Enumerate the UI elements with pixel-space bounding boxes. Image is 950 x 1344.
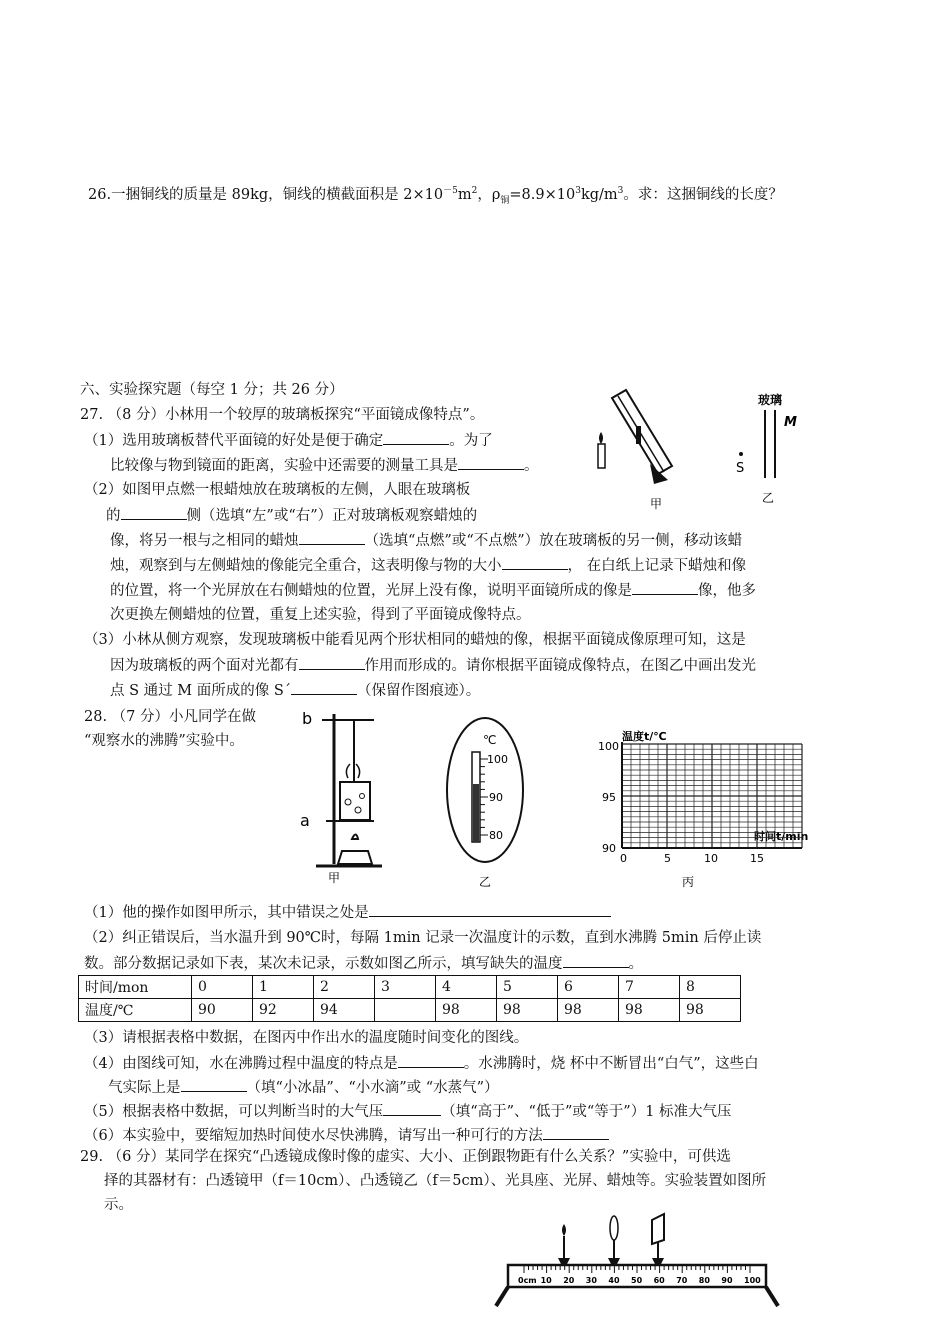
q28-p4d: （填“小冰晶”、“小水滴”或 “水蒸气”） <box>246 1080 499 1096</box>
q27-p2e: （选填“点燃”或“不点燃”）放在玻璃板的另一侧，移动该蜡 <box>364 533 743 549</box>
table-cell: 2 <box>314 976 375 999</box>
q28-figure-yi <box>445 718 525 888</box>
q28-p5a: （5）根据表格中数据，可以判断当时的大气压 <box>84 1104 384 1120</box>
q27-part3-line3 <box>110 680 480 701</box>
ruler-label: 10 <box>540 1276 552 1285</box>
q26-rho-sub: 铜 <box>500 195 510 206</box>
screen-holder-base <box>652 1258 664 1264</box>
q27-p3d: 点 S 通过 M 面所成的像 S´ <box>110 683 292 699</box>
table-cell: 94 <box>314 999 375 1022</box>
table-cell: 98 <box>497 999 558 1022</box>
q28-part2-line1: （2）纠正错误后，当水温升到 90℃时，每隔 1min 记录一次温度计的示数，直到水沸腾 5min 后停止读 <box>84 930 762 946</box>
q26-density-unit: kg/m <box>580 187 618 203</box>
table-cell: 5 <box>497 976 558 999</box>
q27-part2-line4 <box>110 555 746 576</box>
q28-blank-3[interactable] <box>398 1053 464 1068</box>
therm-unit: ℃ <box>483 733 497 747</box>
q27-part2-line3 <box>110 530 742 551</box>
q27-part2-line6: 次更换左侧蜡烛的位置，重复上述实验，得到了平面镜成像特点。 <box>110 607 531 623</box>
q27-blank-8[interactable] <box>291 680 357 695</box>
q28-part4-line2 <box>108 1077 499 1098</box>
candle-flame-29 <box>562 1224 566 1236</box>
q27-blank-6[interactable] <box>632 580 698 595</box>
graph-y-100: 100 <box>598 740 619 753</box>
q27-p2f: 烛，观察到与左侧蜡烛的像能完全重合，这表明像与物的大小 <box>110 558 502 574</box>
ruler-label: 70 <box>676 1276 688 1285</box>
table-cell: 3 <box>375 976 436 999</box>
point-s-label: S <box>736 461 745 476</box>
q27-p2i: 像，他多 <box>698 583 756 599</box>
ruler-label: 0cm <box>518 1276 537 1285</box>
q27-p3b: 因为玻璃板的两个面对光都有 <box>110 658 299 674</box>
graph-x-15: 15 <box>750 852 764 865</box>
glass-plate <box>612 390 672 474</box>
q29-optical-bench <box>494 1210 784 1340</box>
table-cell: 7 <box>619 976 680 999</box>
candle-holder-base <box>558 1258 570 1264</box>
q28-figure-bing <box>598 730 828 890</box>
table-header-time: 时间/mon <box>79 976 192 999</box>
q27-p2c: 侧（选填“左”或“右”）正对玻璃板观察蜡烛的 <box>186 508 478 524</box>
table-row-temp <box>79 999 741 1022</box>
label-a: a <box>300 811 310 830</box>
q28-intro-2: “观察水的沸腾”实验中。 <box>84 733 244 749</box>
fig-jia-label-28: 甲 <box>328 871 341 885</box>
light-point-s <box>739 452 743 456</box>
q28-p2b: 数。部分数据记录如下表，某次未记录，示数如图乙所示，填写缺失的温度 <box>84 956 563 972</box>
q27-part3-line2 <box>110 655 756 676</box>
q27-p2d: 像，将另一根与之相同的蜡烛 <box>110 533 299 549</box>
table-cell: 4 <box>436 976 497 999</box>
fig-jia-label: 甲 <box>650 497 663 511</box>
therm-liquid <box>473 784 479 842</box>
beaker <box>340 782 370 820</box>
q28-blank-1[interactable] <box>369 902 611 917</box>
q28-p2c: 。 <box>628 956 643 972</box>
q28-intro-1: 28. （7 分）小凡同学在做 <box>84 709 257 725</box>
q28-figure-jia <box>296 706 396 885</box>
q28-p1: （1）他的操作如图甲所示，其中错误之处是 <box>84 905 369 921</box>
graph-xlabel: 时间t/min <box>754 830 809 843</box>
graph-x-5: 5 <box>664 852 671 865</box>
q28-p5b: （填“高于”、“低于”或“等于”）1 标准大气压 <box>441 1104 732 1120</box>
graph-y-95: 95 <box>602 791 616 804</box>
graph-x-0: 0 <box>620 852 627 865</box>
q26-density: =8.9×10 <box>509 187 576 203</box>
q26-exp2: 2 <box>471 186 478 197</box>
q27-p2h: 的位置，将一个光屏放在右侧蜡烛的位置，光屏上没有像，说明平面镜所成的像是 <box>110 583 632 599</box>
q28-blank-5[interactable] <box>383 1101 441 1116</box>
ruler-label: 20 <box>563 1276 575 1285</box>
q28-blank-4[interactable] <box>181 1077 247 1092</box>
q27-p1d: 。 <box>524 458 539 474</box>
q27-p3c: 作用而形成的。请你根据平面镜成像特点，在图乙中画出发光 <box>364 658 756 674</box>
q27-blank-2[interactable] <box>458 455 524 470</box>
q29-line1: 29. （6 分）某同学在探究“凸透镜成像时像的虚实、大小、正倒跟物距有什么关系？”实验中，可供选 <box>80 1149 731 1165</box>
table-cell: 1 <box>253 976 314 999</box>
graph-x-10: 10 <box>704 852 718 865</box>
q28-p4c: 气实际上是 <box>108 1080 181 1096</box>
table-cell: 98 <box>680 999 741 1022</box>
q27-figure-jia <box>592 388 702 513</box>
table-cell: 6 <box>558 976 619 999</box>
lens-holder-base <box>608 1258 620 1264</box>
ruler-label: 50 <box>631 1276 643 1285</box>
table-row-time <box>79 976 741 999</box>
q27-blank-5[interactable] <box>502 555 568 570</box>
alcohol-lamp <box>338 835 372 865</box>
q27-part1-line2 <box>110 455 539 476</box>
q27-p1a: （1）选用玻璃板替代平面镜的好处是便于确定 <box>84 433 384 449</box>
bench-leg-right <box>766 1287 778 1306</box>
data-table <box>78 975 741 1022</box>
ruler-label: 90 <box>721 1276 733 1285</box>
mirror-m-label: M <box>784 415 797 430</box>
q27-part2-line5 <box>110 580 756 601</box>
table-cell: 98 <box>436 999 497 1022</box>
q28-part6 <box>84 1125 609 1146</box>
ruler-label: 80 <box>698 1276 710 1285</box>
candle-body <box>598 444 605 468</box>
therm-label-100: 100 <box>487 753 508 766</box>
label-b: b <box>302 709 313 728</box>
q27-part3-line1: （3）小林从侧方观察，发现玻璃板中能看见两个形状相同的蜡烛的像，根据平面镜成像原理可知，这是 <box>84 632 746 648</box>
q28-part1 <box>84 902 611 923</box>
table-cell: 0 <box>192 976 253 999</box>
q26-exp4: 3 <box>617 186 624 197</box>
therm-label-90: 90 <box>489 791 503 804</box>
q27-p2b: 的 <box>106 508 121 524</box>
q26-text: 26.一捆铜线的质量是 89kg，铜线的横截面积是 2×10 <box>88 187 444 203</box>
table-cell: 98 <box>619 999 680 1022</box>
graph-grid <box>622 744 802 848</box>
ruler-label: 60 <box>653 1276 665 1285</box>
q28-part4-line1 <box>84 1053 759 1074</box>
section-6-title: 六、实验探究题（每空 1 分；共 26 分） <box>80 382 344 398</box>
q26-rho: ，ρ <box>477 187 501 203</box>
q28-blank-6[interactable] <box>543 1125 609 1140</box>
q28-part5 <box>84 1101 732 1122</box>
q28-blank-2[interactable] <box>563 953 629 968</box>
q26-unit: m <box>457 187 472 203</box>
table-header-temp: 温度/℃ <box>79 999 192 1022</box>
q29-line2: 择的其器材有：凸透镜甲（f＝10cm）、凸透镜乙（f＝5cm）、光具座、光屏、蜡烛等。实验装置如图所 <box>104 1173 767 1189</box>
table-cell: 90 <box>192 999 253 1022</box>
q27-p1b: 。为了 <box>449 433 493 449</box>
q27-part2-line1: （2）如图甲点燃一根蜡烛放在玻璃板的左侧，人眼在玻璃板 <box>84 482 471 498</box>
q28-p4a: （4）由图线可知，水在沸腾过程中温度的特点是 <box>84 1056 398 1072</box>
table-cell: 92 <box>253 999 314 1022</box>
q27-blank-3[interactable] <box>121 505 187 520</box>
question-26 <box>88 185 783 205</box>
q27-p1c: 比较像与物到镜面的距离，实验中还需要的测量工具是 <box>110 458 458 474</box>
graph-ylabel: 温度t/℃ <box>622 730 667 743</box>
ruler-label: 30 <box>585 1276 597 1285</box>
bench-leg-left <box>496 1287 508 1306</box>
q27-intro: 27. （8 分）小林用一个较厚的玻璃板探究“平面镜成像特点”。 <box>80 407 485 423</box>
q29-line3: 示。 <box>104 1197 133 1213</box>
q27-part1-line1 <box>84 430 493 451</box>
ruler-label: 100 <box>744 1276 761 1285</box>
q27-figure-yi <box>730 390 820 515</box>
graph-y-90: 90 <box>602 842 616 855</box>
q28-part3: （3）请根据表格中数据，在图丙中作出水的温度随时间变化的图线。 <box>84 1030 529 1046</box>
lens <box>610 1216 618 1240</box>
q28-p4b: 。水沸腾时，烧 杯中不断冒出“白气”，这些白 <box>463 1056 759 1072</box>
q27-p3e: （保留作图痕迹）。 <box>357 683 481 699</box>
therm-label-80: 80 <box>489 829 503 842</box>
q27-blank-7[interactable] <box>299 655 365 670</box>
q28-part2-line2 <box>84 953 643 974</box>
candle-flame <box>599 432 603 444</box>
screen <box>652 1214 664 1244</box>
q27-part2-line2 <box>106 505 477 526</box>
q26-ask: 。求：这捆铜线的长度？ <box>623 187 783 203</box>
ruler-label: 40 <box>608 1276 620 1285</box>
fig-yi-label-28: 乙 <box>479 875 492 889</box>
q26-exp3: 3 <box>575 186 581 197</box>
glass-label: 玻璃 <box>758 393 783 407</box>
q27-blank-4[interactable] <box>299 530 365 545</box>
q26-exp1: －5 <box>443 186 458 197</box>
fig-yi-label: 乙 <box>762 491 775 505</box>
q27-p2g: ， 在白纸上记录下蜡烛和像 <box>567 558 747 574</box>
fig-bing-label: 丙 <box>682 875 695 889</box>
table-cell: 98 <box>558 999 619 1022</box>
table-cell: 8 <box>680 976 741 999</box>
image-candle <box>636 426 641 444</box>
table-cell-missing[interactable] <box>375 999 436 1022</box>
q27-blank-1[interactable] <box>383 430 449 445</box>
q28-p6a: （6）本实验中，要缩短加热时间使水尽快沸腾，请写出一种可行的方法 <box>84 1128 543 1144</box>
